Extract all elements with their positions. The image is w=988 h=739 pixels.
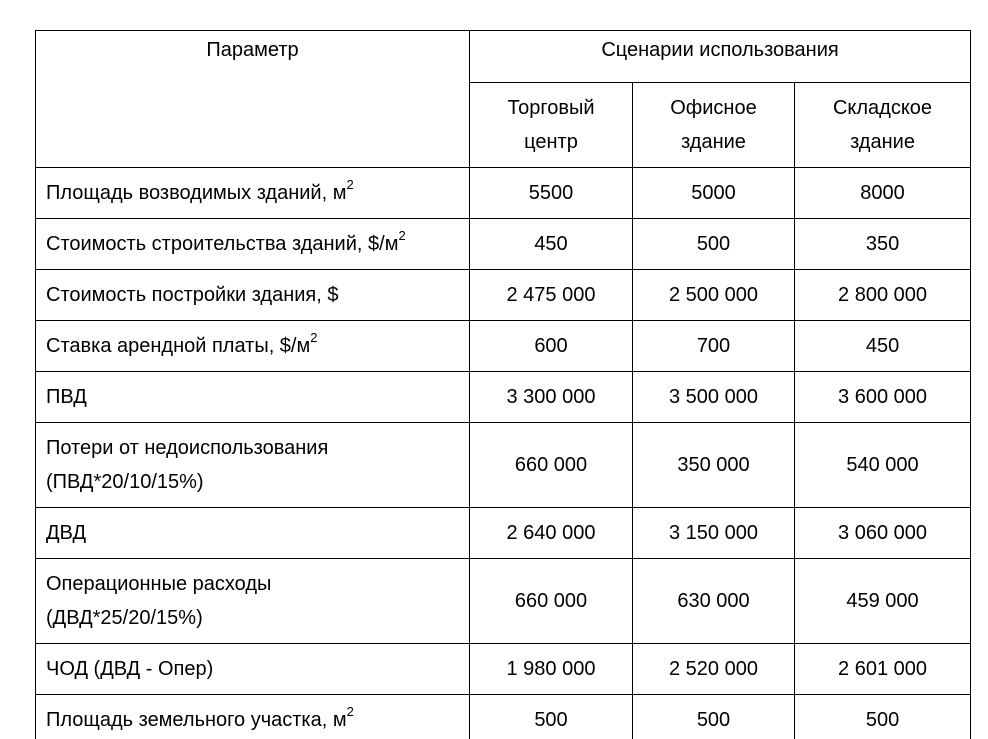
- row-param: [36, 508, 470, 559]
- row-param: [36, 372, 470, 423]
- table-row: [36, 219, 971, 270]
- cell-office: 2 500 000: [633, 270, 795, 321]
- row-param: [36, 644, 470, 695]
- cell-office: 2 520 000: [633, 644, 795, 695]
- row-param-line: (ПВД*20/10/15%): [46, 471, 204, 493]
- row-param-text: Площадь земельного участка, м: [46, 709, 347, 731]
- cell-warehouse: 2 800 000: [795, 270, 971, 321]
- cell-retail: 1 980 000: [470, 644, 633, 695]
- header-scenario-office: [633, 83, 795, 168]
- cell-warehouse: 540 000: [795, 423, 971, 508]
- superscript: 2: [346, 704, 354, 720]
- header-param: Параметр: [36, 31, 470, 168]
- cell-warehouse: 8000: [795, 168, 971, 219]
- cell-retail: 2 640 000: [470, 508, 633, 559]
- cell-warehouse: 459 000: [795, 559, 971, 644]
- header-scenarios-group: Сценарии использования: [470, 31, 971, 83]
- cell-retail: 5500: [470, 168, 633, 219]
- table-row: [36, 321, 971, 372]
- cell-retail: 450: [470, 219, 633, 270]
- header-row-1: [36, 31, 971, 83]
- table-row: [36, 168, 971, 219]
- cell-office: 3 150 000: [633, 508, 795, 559]
- row-param-text: ЧОД (ДВД - Опер): [46, 658, 214, 680]
- cell-retail: 600: [470, 321, 633, 372]
- table-wrapper: [35, 30, 971, 739]
- header-scenario-line: центр: [524, 131, 578, 153]
- cell-warehouse: 350: [795, 219, 971, 270]
- row-param: [36, 695, 470, 739]
- header-scenario-line: Торговый: [507, 97, 595, 119]
- row-param-text: ДВД: [46, 522, 86, 544]
- row-param: [36, 423, 470, 508]
- table-row: [36, 423, 971, 508]
- cell-retail: 3 300 000: [470, 372, 633, 423]
- row-param-text: ПВД: [46, 386, 87, 408]
- table-row: [36, 270, 971, 321]
- row-param-text: Стоимость постройки здания, $: [46, 284, 339, 306]
- cell-office: 500: [633, 695, 795, 739]
- row-param: [36, 321, 470, 372]
- cell-retail: 500: [470, 695, 633, 739]
- row-param: [36, 168, 470, 219]
- cell-retail: 2 475 000: [470, 270, 633, 321]
- superscript: 2: [346, 177, 354, 193]
- cell-warehouse: 3 600 000: [795, 372, 971, 423]
- header-scenario-line: Офисное: [670, 97, 757, 119]
- table-row: [36, 508, 971, 559]
- cell-warehouse: 450: [795, 321, 971, 372]
- cell-office: 700: [633, 321, 795, 372]
- cell-office: 3 500 000: [633, 372, 795, 423]
- table-row: [36, 695, 971, 739]
- cell-retail: 660 000: [470, 423, 633, 508]
- row-param-line: Потери от недоиспользования: [46, 437, 329, 459]
- header-scenario-line: здание: [850, 131, 915, 153]
- row-param: [36, 270, 470, 321]
- superscript: 2: [398, 228, 406, 244]
- header-scenario-retail: [470, 83, 633, 168]
- row-param: [36, 219, 470, 270]
- header-scenario-warehouse: [795, 83, 971, 168]
- cell-retail: 660 000: [470, 559, 633, 644]
- cell-office: 630 000: [633, 559, 795, 644]
- header-scenario-line: Складское: [832, 97, 933, 119]
- cell-warehouse: 3 060 000: [795, 508, 971, 559]
- row-param-line: Операционные расходы: [46, 573, 272, 595]
- row-param: [36, 559, 470, 644]
- row-param-text: Площадь возводимых зданий, м: [46, 182, 347, 204]
- table-row: [36, 372, 971, 423]
- cell-warehouse: 2 601 000: [795, 644, 971, 695]
- row-param-text: Ставка арендной платы, $/м: [46, 335, 311, 357]
- table-row: [36, 644, 971, 695]
- cell-warehouse: 500: [795, 695, 971, 739]
- scenario-table: [35, 30, 971, 739]
- cell-office: 5000: [633, 168, 795, 219]
- cell-office: 500: [633, 219, 795, 270]
- header-scenario-line: здание: [681, 131, 746, 153]
- table-row: [36, 559, 971, 644]
- superscript: 2: [310, 330, 318, 346]
- row-param-text: Стоимость строительства зданий, $/м: [46, 233, 399, 255]
- cell-office: 350 000: [633, 423, 795, 508]
- row-param-line: (ДВД*25/20/15%): [46, 607, 203, 629]
